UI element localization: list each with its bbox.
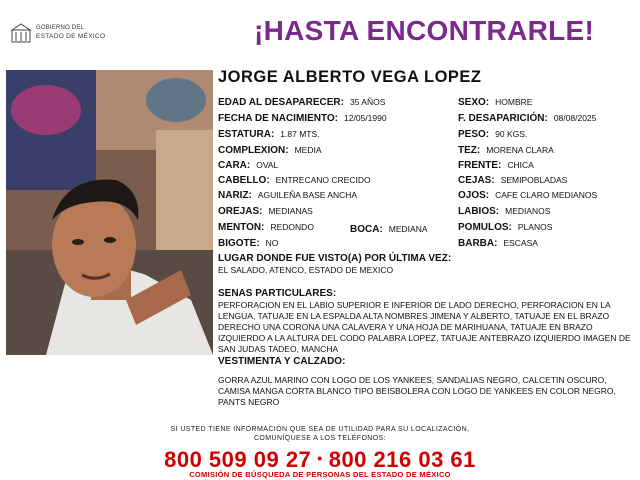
field-tez bbox=[458, 142, 554, 158]
field-label: MENTON: bbox=[218, 222, 265, 233]
field-label: POMULOS: bbox=[458, 222, 512, 233]
field-value: 08/08/2025 bbox=[553, 113, 597, 123]
page-title: ¡HASTA ENCONTRARLE! bbox=[254, 15, 595, 46]
field-value: REDONDO bbox=[270, 222, 314, 232]
field-value: 35 AÑOS bbox=[349, 97, 386, 107]
field-value: MEDIANOS bbox=[505, 206, 551, 216]
field-value: 12/05/1990 bbox=[344, 113, 387, 123]
field-pomulos bbox=[458, 219, 552, 235]
field-label: COMPLEXION: bbox=[218, 145, 289, 156]
person-photo bbox=[6, 70, 213, 355]
field-bigote bbox=[218, 235, 278, 251]
field-cabello bbox=[218, 172, 371, 188]
government-logo bbox=[10, 22, 120, 44]
field-label: CABELLO: bbox=[218, 175, 270, 186]
field-label: LABIOS: bbox=[458, 206, 500, 217]
gov-name-line2: ESTADO DE MÉXICO bbox=[36, 33, 106, 40]
field-value: CAFE CLARO MEDIANOS bbox=[495, 190, 598, 200]
person-photo-image bbox=[6, 70, 213, 355]
field-value: OVAL bbox=[256, 160, 279, 170]
field-frente bbox=[458, 157, 534, 173]
field-complexion bbox=[218, 142, 321, 158]
field-label: FRENTE: bbox=[458, 160, 502, 171]
vestimenta-text: GORRA AZUL MARINO CON LOGO DE LOS YANKEES, SANDALIAS NEGRO, CALCETIN OSCURO, CAMISA MANGA CORTA BLANCO TIPO BEISBOLERA CON LOGO DE YANKEES EN COLOR NEGRO, PANTS NEGRO bbox=[218, 375, 616, 407]
field-label: OREJAS: bbox=[218, 206, 263, 217]
phone-separator: • bbox=[317, 450, 323, 466]
person-name: JORGE ALBERTO VEGA LOPEZ bbox=[218, 68, 482, 86]
field-label: CEJAS: bbox=[458, 175, 495, 186]
field-orejas bbox=[218, 203, 313, 219]
phone-number-2: 800 216 03 61 bbox=[328, 447, 476, 472]
senas-label: SENAS PARTICULARES: bbox=[218, 288, 337, 299]
field-label: NARIZ: bbox=[218, 190, 252, 201]
field-labios bbox=[458, 203, 550, 219]
field-label: EDAD AL DESAPARECER: bbox=[218, 97, 344, 108]
field-nariz bbox=[218, 187, 357, 203]
field-label: ESTATURA: bbox=[218, 129, 275, 140]
field-edad bbox=[218, 94, 385, 110]
field-value: SEMIPOBLADAS bbox=[500, 175, 568, 185]
field-value: HOMBRE bbox=[495, 97, 533, 107]
field-label: TEZ: bbox=[458, 145, 481, 156]
field-value: MORENA CLARA bbox=[486, 145, 554, 155]
field-value: CHICA bbox=[507, 160, 534, 170]
field-label: BARBA: bbox=[458, 238, 498, 249]
field-value: AGUILEÑA BASE ANCHA bbox=[257, 190, 358, 200]
field-ojos bbox=[458, 187, 597, 203]
field-value: ESCASA bbox=[503, 238, 538, 248]
field-menton bbox=[218, 219, 314, 235]
field-peso bbox=[458, 126, 527, 142]
field-value: PLANOS bbox=[517, 222, 553, 232]
field-cara bbox=[218, 157, 278, 173]
field-label: PESO: bbox=[458, 129, 490, 140]
field-value: ENTRECANO CRECIDO bbox=[275, 175, 371, 185]
field-nacimiento bbox=[218, 110, 387, 126]
field-label: OJOS: bbox=[458, 190, 490, 201]
field-desaparicion bbox=[458, 110, 596, 126]
field-value: MEDIANA bbox=[388, 224, 428, 234]
senas-text: PERFORACION EN EL LABIO SUPERIOR E INFERIOR DE LADO DERECHO, PERFORACION EN LA LENGUA, TATUAJE EN LA ESPALDA ALTA NOMBRES JIMENA Y ALBERTO, TATUAJE EN EL BRAZO DERECHO UNA CORONA UNA CALAVERA Y UNA HOJA DE MARIHUANA, TATUAJE EN BRAZO IZQUIERDO A LA ALTURA DEL CODO PALABRA LOPEZ, TATUAJE ANTEBRAZO IZQUIERDO IMAGEN DE SAN JUDAS TADEO, MANCHA bbox=[218, 300, 631, 353]
lugar-label: LUGAR DONDE FUE VISTO(A) POR ÚLTIMA VEZ: bbox=[218, 253, 452, 264]
contact-line2: COMUNÍQUESE A LOS TELÉFONOS: bbox=[253, 435, 387, 442]
field-estatura bbox=[218, 126, 320, 142]
field-barba bbox=[458, 235, 538, 251]
contact-line1: SI USTED TIENE INFORMACIÓN QUE SEA DE UTILIDAD PARA SU LOCALIZACIÓN, bbox=[170, 426, 470, 433]
field-sexo bbox=[458, 94, 532, 110]
field-label: CARA: bbox=[218, 160, 251, 171]
field-label: FECHA DE NACIMIENTO: bbox=[218, 113, 338, 124]
field-value: 90 KGS. bbox=[495, 129, 528, 139]
phone-number-1: 800 509 09 27 bbox=[164, 447, 312, 472]
field-value: MEDIANAS bbox=[268, 206, 313, 216]
field-cejas bbox=[458, 172, 567, 188]
footer-agency: COMISIÓN DE BÚSQUEDA DE PERSONAS DEL ESTADO DE MÉXICO bbox=[189, 470, 451, 479]
vestimenta-label: VESTIMENTA Y CALZADO: bbox=[218, 356, 346, 367]
lugar-text: EL SALADO, ATENCO, ESTADO DE MEXICO bbox=[218, 265, 394, 275]
field-boca bbox=[350, 221, 428, 237]
field-value: NO bbox=[265, 238, 279, 248]
government-seal-icon bbox=[10, 22, 32, 44]
field-value: 1.87 MTS. bbox=[280, 129, 320, 139]
field-label: F. DESAPARICIÓN: bbox=[458, 113, 548, 124]
field-value: MEDIA bbox=[294, 145, 322, 155]
field-label: BIGOTE: bbox=[218, 238, 260, 249]
field-label: SEXO: bbox=[458, 97, 490, 108]
gov-name-line1: GOBIERNO DEL bbox=[36, 25, 85, 31]
field-label: BOCA: bbox=[350, 224, 383, 235]
